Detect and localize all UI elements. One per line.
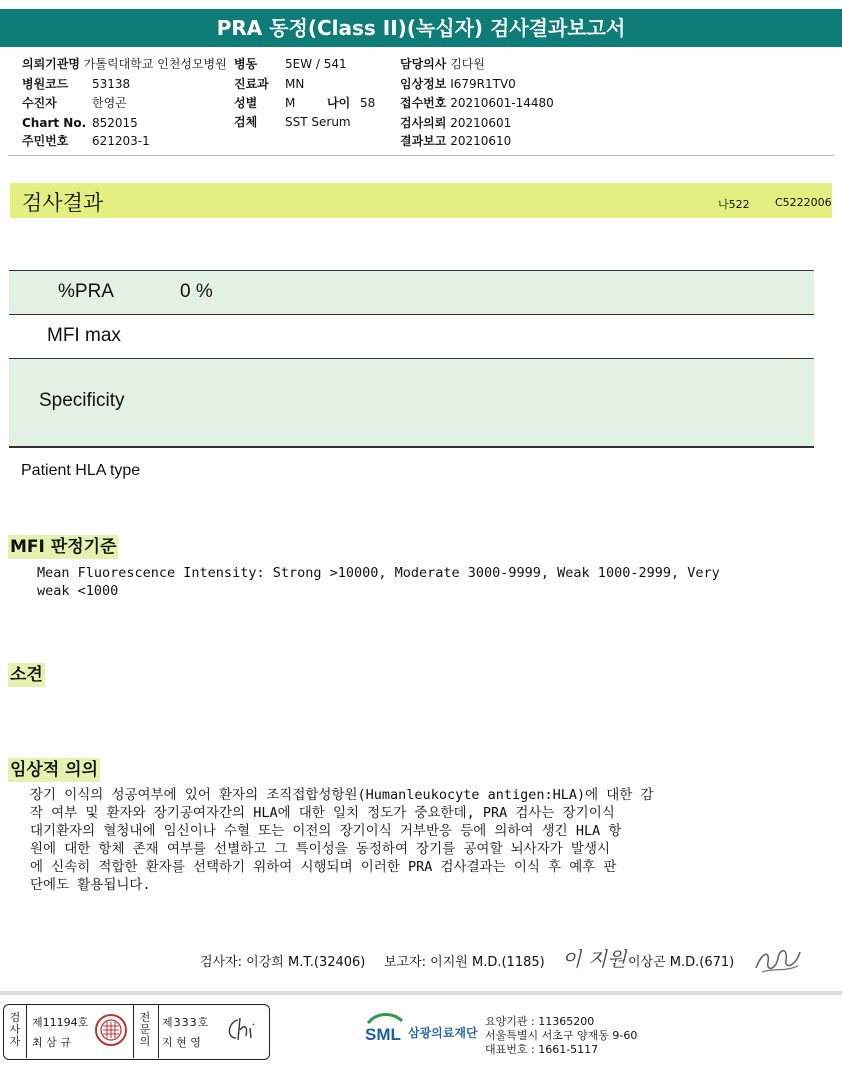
table-line [9, 314, 814, 315]
phone: 대표번호 : 1661-5117 [485, 1043, 599, 1056]
mfi-criteria-line-2: weak <1000 [37, 583, 119, 599]
care-code: 요양기관 : 11365200 [485, 1015, 595, 1028]
specialist-signature-icon [224, 1014, 260, 1046]
clinical-line: 에 신속히 적합한 환자를 선택하기 위하여 시행되며 이러한 PRA 검사결과는 이식 후 예후 판 [30, 859, 617, 875]
request-date: 20210601 [450, 116, 512, 130]
sml-logo [364, 1013, 404, 1047]
table-line [9, 446, 814, 448]
name-mid: 지 현 영 [162, 1036, 201, 1049]
doctor: 김다원 [450, 57, 485, 71]
director-signature: 이상곤 M.D.(671) [628, 955, 735, 970]
pra-value: 0 % [180, 281, 213, 302]
mfi-criteria-heading: MFI 판정기준 [10, 537, 117, 557]
header-divider [8, 155, 834, 156]
result-bar [10, 183, 832, 218]
pra-label: %PRA [58, 281, 114, 302]
reporter-handwritten-signature: 이 지원 [562, 947, 627, 971]
seal-icon [94, 1013, 128, 1047]
recipient: 한영곤 [92, 96, 127, 110]
reporter-signature: 보고자: 이지원 M.D.(1185) [384, 955, 545, 970]
license-mid: 제333호 [162, 1016, 210, 1029]
director-handwritten-signature-icon [752, 942, 804, 978]
clinical-line: 작 여부 및 환자와 장기공여자간의 HLA에 대한 일치 정도가 중요한데, PRA 검사는 장기이식 [30, 805, 615, 821]
tester-signature: 검사자: 이강희 M.T.(32406) [200, 955, 366, 970]
clinical-line: 장기 이식의 성공여부에 있어 환자의 조직접합성항원(Humanleukocyte antigen:HLA)에 대한 감 [30, 787, 654, 803]
pra-row [9, 271, 814, 314]
chart-no: 852015 [92, 116, 138, 130]
clinical-line: 대기환자의 혈청내에 임신이나 수혈 또는 이전의 장기이식 거부반응 등에 의하여 생긴 HLA 항 [30, 823, 622, 839]
receipt-no: 20210601-14480 [450, 96, 554, 110]
hospital-code: 53138 [92, 77, 131, 91]
footer-divider [0, 991, 842, 995]
clinical-info: I679R1TV0 [450, 77, 516, 91]
hla-type-label: Patient HLA type [21, 462, 141, 479]
sml-logo-text: SML [365, 1025, 401, 1044]
clinical-significance-heading: 임상적 의의 [10, 760, 99, 780]
mfi-criteria-line-1: Mean Fluorescence Intensity: Strong >10000, Moderate 3000-9999, Weak 1000-2999, Very [37, 565, 720, 581]
specimen: SST Serum [285, 115, 351, 129]
clinical-line: 단에도 활용됩니다. [30, 877, 151, 893]
stamp-mid-label: 전 문 의 [139, 1011, 151, 1048]
ward: 5EW / 541 [285, 57, 347, 71]
clinical-line: 원에 대한 항체 존재 여부를 선별하고 그 특이성을 동정하여 장기를 공여할 뇌사자가 발생시 [30, 841, 611, 857]
report-date: 20210610 [450, 134, 512, 148]
institution: 가톨릭대학교 인천성모병원 [83, 57, 227, 71]
age: 58 [360, 96, 376, 110]
org-name: 삼광의료재단 [408, 1026, 478, 1040]
address: 서울특별시 서초구 양재동 9-60 [485, 1029, 638, 1042]
mfi-max-label: MFI max [47, 325, 121, 346]
findings-heading: 소견 [10, 665, 43, 685]
dept: MN [285, 77, 305, 91]
result-code-2: C5222006 [775, 196, 832, 209]
specificity-label: Specificity [39, 390, 125, 411]
report-title: PRA 동정(Class II)(녹십자) 검사결과보고서 [0, 9, 842, 47]
stamp-left-label: 검 사 자 [9, 1011, 21, 1048]
specificity-row [9, 359, 814, 446]
sex: M [285, 96, 296, 110]
result-title: 검사결과 [22, 191, 104, 215]
id-no: 621203-1 [92, 134, 150, 148]
result-code-1: 나522 [718, 198, 750, 211]
license-left: 제11194호 [32, 1016, 89, 1029]
name-left: 최 삼 규 [32, 1036, 71, 1049]
